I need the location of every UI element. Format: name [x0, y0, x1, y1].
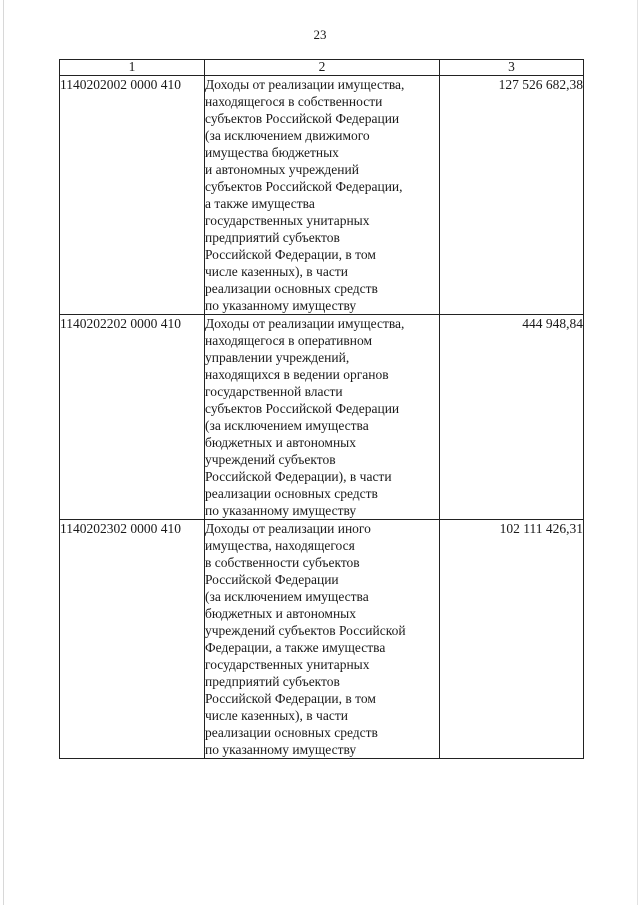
description-line: Российской Федерации), в части	[205, 469, 392, 484]
description-line: (за исключением имущества	[205, 589, 369, 604]
amount-value: 444 948,84	[440, 315, 584, 520]
description-line: находящихся в ведении органов	[205, 367, 389, 382]
description-line: субъектов Российской Федерации,	[205, 179, 403, 194]
column-header-2: 2	[205, 60, 440, 76]
description-line: предприятий субъектов	[205, 674, 340, 689]
description-line: числе казенных), в части	[205, 264, 348, 279]
description-line: Российской Федерации, в том	[205, 247, 376, 262]
description-line: Доходы от реализации имущества,	[205, 77, 405, 92]
income-description	[205, 76, 440, 315]
description-line: Федерации, а также имущества	[205, 640, 386, 655]
description-line: находящегося в оперативном	[205, 333, 373, 348]
description-line: учреждений субъектов Российской	[205, 623, 406, 638]
description-line: числе казенных), в части	[205, 708, 348, 723]
description-line: государственных унитарных	[205, 657, 370, 672]
description-line: а также имущества	[205, 196, 315, 211]
table-header-row	[60, 60, 584, 76]
table-body	[60, 76, 584, 759]
amount-value: 102 111 426,31	[440, 520, 584, 759]
description-line: бюджетных и автономных	[205, 435, 357, 450]
description-line: учреждений субъектов	[205, 452, 336, 467]
page-number: 23	[313, 27, 327, 42]
description-line: управлении учреждений,	[205, 350, 350, 365]
amount-value: 127 526 682,38	[440, 76, 584, 315]
revenue-table	[59, 59, 584, 759]
description-line: (за исключением движимого	[205, 128, 370, 143]
description-line: Доходы от реализации имущества,	[205, 316, 405, 331]
description-line: по указанному имуществу	[205, 503, 357, 518]
classification-code: 1140202002 0000 410	[60, 76, 205, 315]
column-header-3: 3	[440, 60, 584, 76]
description-line: субъектов Российской Федерации	[205, 111, 400, 126]
description-line: имущества бюджетных	[205, 145, 339, 160]
classification-code: 1140202202 0000 410	[60, 315, 205, 520]
description-line: предприятий субъектов	[205, 230, 340, 245]
description-line: находящегося в собственности	[205, 94, 383, 109]
description-line: Доходы от реализации иного	[205, 521, 371, 536]
description-line: Российской Федерации, в том	[205, 691, 376, 706]
description-line: в собственности субъектов	[205, 555, 360, 570]
income-description	[205, 520, 440, 759]
page-edge-left	[3, 0, 4, 905]
description-line: бюджетных и автономных	[205, 606, 357, 621]
description-line: по указанному имуществу	[205, 298, 357, 313]
classification-code: 1140202302 0000 410	[60, 520, 205, 759]
income-description	[205, 315, 440, 520]
description-line: и автономных учреждений	[205, 162, 359, 177]
table-row	[60, 520, 584, 759]
description-line: (за исключением имущества	[205, 418, 369, 433]
description-line: государственных унитарных	[205, 213, 370, 228]
description-line: субъектов Российской Федерации	[205, 401, 400, 416]
description-line: реализации основных средств	[205, 486, 378, 501]
page-edge-right	[637, 0, 638, 905]
column-header-1: 1	[60, 60, 205, 76]
description-line: имущества, находящегося	[205, 538, 355, 553]
table-row	[60, 76, 584, 315]
description-line: государственной власти	[205, 384, 343, 399]
table-row	[60, 315, 584, 520]
description-line: реализации основных средств	[205, 725, 378, 740]
description-line: реализации основных средств	[205, 281, 378, 296]
description-line: Российской Федерации	[205, 572, 339, 587]
description-line: по указанному имуществу	[205, 742, 357, 757]
